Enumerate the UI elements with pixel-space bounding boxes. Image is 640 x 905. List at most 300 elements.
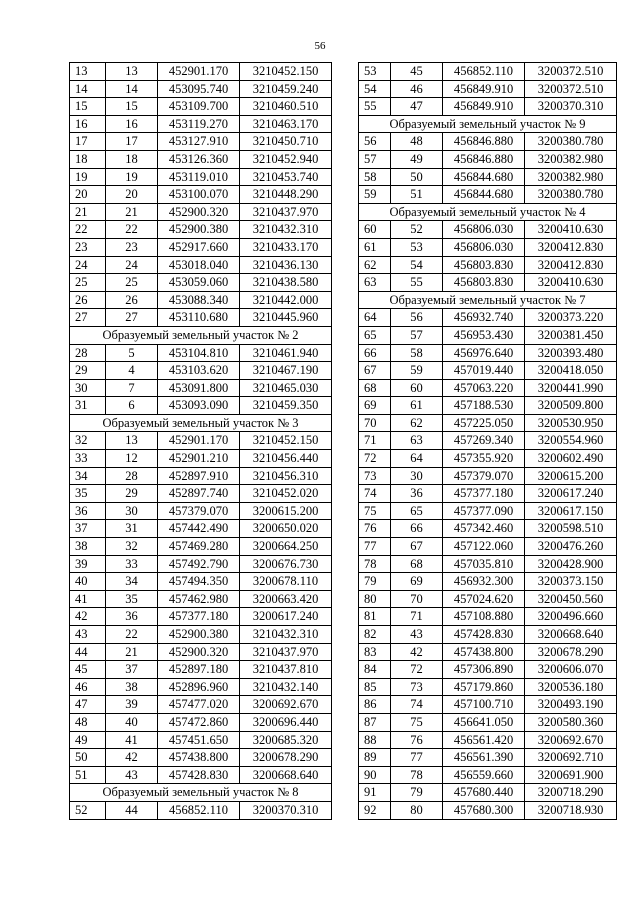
- source-point-cell: 5: [106, 344, 158, 362]
- y-coordinate-cell: 3200372.510: [525, 63, 617, 81]
- source-point-cell: 17: [106, 133, 158, 151]
- point-number-cell: 19: [70, 168, 106, 186]
- table-row: [359, 80, 617, 98]
- y-coordinate-cell: 3200650.020: [240, 520, 332, 538]
- y-coordinate-cell: 3200530.950: [525, 414, 617, 432]
- y-coordinate-cell: 3200617.240: [240, 608, 332, 626]
- source-point-cell: 29: [106, 485, 158, 503]
- x-coordinate-cell: 456852.110: [443, 63, 525, 81]
- point-number-cell: 28: [70, 344, 106, 362]
- source-point-cell: 40: [106, 713, 158, 731]
- y-coordinate-cell: 3200509.800: [525, 397, 617, 415]
- source-point-cell: 38: [106, 678, 158, 696]
- point-number-cell: 58: [359, 168, 391, 186]
- x-coordinate-cell: 457438.800: [443, 643, 525, 661]
- y-coordinate-cell: 3210437.970: [240, 643, 332, 661]
- table-row: [359, 731, 617, 749]
- source-point-cell: 28: [106, 467, 158, 485]
- table-row: [359, 661, 617, 679]
- table-row: [359, 379, 617, 397]
- source-point-cell: 69: [391, 573, 443, 591]
- table-row: [359, 309, 617, 327]
- y-coordinate-cell: 3200668.640: [240, 766, 332, 784]
- x-coordinate-cell: 453059.060: [158, 274, 240, 292]
- point-number-cell: 54: [359, 80, 391, 98]
- table-row: [359, 186, 617, 204]
- x-coordinate-cell: 453109.700: [158, 98, 240, 116]
- point-number-cell: 83: [359, 643, 391, 661]
- table-row: [70, 98, 332, 116]
- x-coordinate-cell: 456976.640: [443, 344, 525, 362]
- point-number-cell: 65: [359, 326, 391, 344]
- x-coordinate-cell: 456641.050: [443, 713, 525, 731]
- point-number-cell: 37: [70, 520, 106, 538]
- point-number-cell: 17: [70, 133, 106, 151]
- y-coordinate-cell: 3210452.150: [240, 432, 332, 450]
- source-point-cell: 43: [106, 766, 158, 784]
- source-point-cell: 18: [106, 150, 158, 168]
- y-coordinate-cell: 3200380.780: [525, 133, 617, 151]
- table-row: [70, 80, 332, 98]
- table-row: [70, 238, 332, 256]
- point-number-cell: 30: [70, 379, 106, 397]
- source-point-cell: 12: [106, 450, 158, 468]
- x-coordinate-cell: 453119.010: [158, 168, 240, 186]
- table-row: [359, 555, 617, 573]
- source-point-cell: 65: [391, 502, 443, 520]
- table-row: [70, 626, 332, 644]
- table-row: [70, 186, 332, 204]
- source-point-cell: 13: [106, 432, 158, 450]
- x-coordinate-cell: 456559.660: [443, 766, 525, 784]
- point-number-cell: 49: [70, 731, 106, 749]
- point-number-cell: 36: [70, 502, 106, 520]
- x-coordinate-cell: 453110.680: [158, 309, 240, 327]
- y-coordinate-cell: 3200418.050: [525, 362, 617, 380]
- point-number-cell: 69: [359, 397, 391, 415]
- x-coordinate-cell: 452900.380: [158, 221, 240, 239]
- source-point-cell: 48: [391, 133, 443, 151]
- y-coordinate-cell: 3200696.440: [240, 713, 332, 731]
- table-row: [359, 801, 617, 819]
- y-coordinate-cell: 3210437.970: [240, 203, 332, 221]
- point-number-cell: 47: [70, 696, 106, 714]
- y-coordinate-cell: 3200676.730: [240, 555, 332, 573]
- table-row: [70, 344, 332, 362]
- x-coordinate-cell: 456852.110: [158, 801, 240, 819]
- table-row: [70, 221, 332, 239]
- source-point-cell: 36: [391, 485, 443, 503]
- point-number-cell: 25: [70, 274, 106, 292]
- source-point-cell: 19: [106, 168, 158, 186]
- land-plot-heading: Образуемый земельный участок № 8: [70, 784, 332, 802]
- source-point-cell: 52: [391, 221, 443, 239]
- x-coordinate-cell: 453093.090: [158, 397, 240, 415]
- source-point-cell: 31: [106, 520, 158, 538]
- source-point-cell: 77: [391, 749, 443, 767]
- point-number-cell: 76: [359, 520, 391, 538]
- point-number-cell: 33: [70, 450, 106, 468]
- point-number-cell: 27: [70, 309, 106, 327]
- x-coordinate-cell: 456803.830: [443, 256, 525, 274]
- source-point-cell: 63: [391, 432, 443, 450]
- source-point-cell: 76: [391, 731, 443, 749]
- table-row: [70, 291, 332, 309]
- y-coordinate-cell: 3210452.940: [240, 150, 332, 168]
- x-coordinate-cell: 452897.740: [158, 485, 240, 503]
- y-coordinate-cell: 3200493.190: [525, 696, 617, 714]
- source-point-cell: 72: [391, 661, 443, 679]
- table-row: [359, 150, 617, 168]
- table-row: [70, 274, 332, 292]
- point-number-cell: 73: [359, 467, 391, 485]
- x-coordinate-cell: 452896.960: [158, 678, 240, 696]
- x-coordinate-cell: 452897.910: [158, 467, 240, 485]
- y-coordinate-cell: 3210452.020: [240, 485, 332, 503]
- point-number-cell: 63: [359, 274, 391, 292]
- source-point-cell: 16: [106, 115, 158, 133]
- table-row: [359, 467, 617, 485]
- source-point-cell: 37: [106, 661, 158, 679]
- table-row: [70, 150, 332, 168]
- point-number-cell: 91: [359, 784, 391, 802]
- source-point-cell: 59: [391, 362, 443, 380]
- x-coordinate-cell: 456844.680: [443, 186, 525, 204]
- point-number-cell: 92: [359, 801, 391, 819]
- x-coordinate-cell: 453126.360: [158, 150, 240, 168]
- table-row: [70, 731, 332, 749]
- table-row: [70, 168, 332, 186]
- x-coordinate-cell: 456561.420: [443, 731, 525, 749]
- table-row: [70, 362, 332, 380]
- source-point-cell: 36: [106, 608, 158, 626]
- table-row: [359, 168, 617, 186]
- y-coordinate-cell: 3200678.290: [525, 643, 617, 661]
- x-coordinate-cell: 457494.350: [158, 573, 240, 591]
- point-number-cell: 35: [70, 485, 106, 503]
- x-coordinate-cell: 457024.620: [443, 590, 525, 608]
- section-heading-row: [359, 203, 617, 221]
- table-row: [70, 63, 332, 81]
- point-number-cell: 31: [70, 397, 106, 415]
- table-row: [359, 238, 617, 256]
- point-number-cell: 16: [70, 115, 106, 133]
- y-coordinate-cell: 3200536.180: [525, 678, 617, 696]
- source-point-cell: 44: [106, 801, 158, 819]
- y-coordinate-cell: 3210432.140: [240, 678, 332, 696]
- table-row: [70, 555, 332, 573]
- point-number-cell: 50: [70, 749, 106, 767]
- source-point-cell: 51: [391, 186, 443, 204]
- x-coordinate-cell: 453100.070: [158, 186, 240, 204]
- y-coordinate-cell: 3210467.190: [240, 362, 332, 380]
- y-coordinate-cell: 3210445.960: [240, 309, 332, 327]
- section-heading-row: [359, 115, 617, 133]
- table-row: [359, 414, 617, 432]
- y-coordinate-cell: 3200617.150: [525, 502, 617, 520]
- x-coordinate-cell: 457472.860: [158, 713, 240, 731]
- x-coordinate-cell: 457035.810: [443, 555, 525, 573]
- table-row: [359, 626, 617, 644]
- x-coordinate-cell: 457377.180: [158, 608, 240, 626]
- point-number-cell: 41: [70, 590, 106, 608]
- x-coordinate-cell: 457122.060: [443, 538, 525, 556]
- point-number-cell: 13: [70, 63, 106, 81]
- source-point-cell: 42: [391, 643, 443, 661]
- point-number-cell: 80: [359, 590, 391, 608]
- point-number-cell: 88: [359, 731, 391, 749]
- point-number-cell: 22: [70, 221, 106, 239]
- x-coordinate-cell: 453104.810: [158, 344, 240, 362]
- source-point-cell: 46: [391, 80, 443, 98]
- y-coordinate-cell: 3200692.670: [525, 731, 617, 749]
- y-coordinate-cell: 3200598.510: [525, 520, 617, 538]
- table-row: [70, 538, 332, 556]
- source-point-cell: 73: [391, 678, 443, 696]
- source-point-cell: 24: [106, 256, 158, 274]
- table-row: [70, 520, 332, 538]
- table-row: [359, 749, 617, 767]
- x-coordinate-cell: 457428.830: [443, 626, 525, 644]
- source-point-cell: 32: [106, 538, 158, 556]
- table-row: [70, 133, 332, 151]
- land-plot-heading: Образуемый земельный участок № 4: [359, 203, 617, 221]
- y-coordinate-cell: 3210438.580: [240, 274, 332, 292]
- x-coordinate-cell: 453095.740: [158, 80, 240, 98]
- source-point-cell: 64: [391, 450, 443, 468]
- point-number-cell: 68: [359, 379, 391, 397]
- source-point-cell: 57: [391, 326, 443, 344]
- source-point-cell: 21: [106, 643, 158, 661]
- source-point-cell: 33: [106, 555, 158, 573]
- x-coordinate-cell: 456849.910: [443, 80, 525, 98]
- y-coordinate-cell: 3210460.510: [240, 98, 332, 116]
- source-point-cell: 56: [391, 309, 443, 327]
- source-point-cell: 60: [391, 379, 443, 397]
- point-number-cell: 18: [70, 150, 106, 168]
- point-number-cell: 52: [70, 801, 106, 819]
- point-number-cell: 48: [70, 713, 106, 731]
- table-row: [70, 379, 332, 397]
- y-coordinate-cell: 3200410.630: [525, 274, 617, 292]
- point-number-cell: 42: [70, 608, 106, 626]
- x-coordinate-cell: 453088.340: [158, 291, 240, 309]
- source-point-cell: 55: [391, 274, 443, 292]
- table-row: [70, 749, 332, 767]
- y-coordinate-cell: 3200663.420: [240, 590, 332, 608]
- x-coordinate-cell: 457379.070: [158, 502, 240, 520]
- y-coordinate-cell: 3200692.670: [240, 696, 332, 714]
- table-row: [70, 801, 332, 819]
- source-point-cell: 62: [391, 414, 443, 432]
- y-coordinate-cell: 3200580.360: [525, 713, 617, 731]
- x-coordinate-cell: 452901.170: [158, 63, 240, 81]
- point-number-cell: 40: [70, 573, 106, 591]
- source-point-cell: 70: [391, 590, 443, 608]
- y-coordinate-cell: 3210465.030: [240, 379, 332, 397]
- table-row: [359, 573, 617, 591]
- point-number-cell: 78: [359, 555, 391, 573]
- y-coordinate-cell: 3200718.930: [525, 801, 617, 819]
- x-coordinate-cell: 456806.030: [443, 238, 525, 256]
- table-row: [70, 502, 332, 520]
- point-number-cell: 34: [70, 467, 106, 485]
- table-row: [359, 608, 617, 626]
- table-row: [70, 256, 332, 274]
- source-point-cell: 68: [391, 555, 443, 573]
- x-coordinate-cell: 456846.880: [443, 133, 525, 151]
- source-point-cell: 30: [391, 467, 443, 485]
- page-number: 56: [314, 40, 326, 52]
- source-point-cell: 75: [391, 713, 443, 731]
- table-row: [359, 397, 617, 415]
- x-coordinate-cell: 457377.090: [443, 502, 525, 520]
- y-coordinate-cell: 3200664.250: [240, 538, 332, 556]
- table-row: [359, 538, 617, 556]
- x-coordinate-cell: 457100.710: [443, 696, 525, 714]
- y-coordinate-cell: 3200678.110: [240, 573, 332, 591]
- source-point-cell: 78: [391, 766, 443, 784]
- point-number-cell: 67: [359, 362, 391, 380]
- table-row: [70, 203, 332, 221]
- point-number-cell: 39: [70, 555, 106, 573]
- x-coordinate-cell: 456846.880: [443, 150, 525, 168]
- source-point-cell: 6: [106, 397, 158, 415]
- table-row: [359, 63, 617, 81]
- y-coordinate-cell: 3200692.710: [525, 749, 617, 767]
- x-coordinate-cell: 456932.300: [443, 573, 525, 591]
- point-number-cell: 61: [359, 238, 391, 256]
- table-row: [359, 766, 617, 784]
- x-coordinate-cell: 453018.040: [158, 256, 240, 274]
- land-plot-heading: Образуемый земельный участок № 7: [359, 291, 617, 309]
- y-coordinate-cell: 3210442.000: [240, 291, 332, 309]
- point-number-cell: 79: [359, 573, 391, 591]
- table-row: [359, 678, 617, 696]
- table-row: [70, 450, 332, 468]
- x-coordinate-cell: 453127.910: [158, 133, 240, 151]
- point-number-cell: 53: [359, 63, 391, 81]
- x-coordinate-cell: 452917.660: [158, 238, 240, 256]
- table-row: [359, 590, 617, 608]
- x-coordinate-cell: 457269.340: [443, 432, 525, 450]
- x-coordinate-cell: 457377.180: [443, 485, 525, 503]
- table-row: [70, 485, 332, 503]
- source-point-cell: 47: [391, 98, 443, 116]
- table-row: [359, 696, 617, 714]
- y-coordinate-cell: 3200372.510: [525, 80, 617, 98]
- land-plot-heading: Образуемый земельный участок № 3: [70, 414, 332, 432]
- x-coordinate-cell: 457680.440: [443, 784, 525, 802]
- x-coordinate-cell: 457428.830: [158, 766, 240, 784]
- x-coordinate-cell: 452900.380: [158, 626, 240, 644]
- x-coordinate-cell: 453091.800: [158, 379, 240, 397]
- source-point-cell: 74: [391, 696, 443, 714]
- x-coordinate-cell: 456561.390: [443, 749, 525, 767]
- table-row: [70, 397, 332, 415]
- point-number-cell: 24: [70, 256, 106, 274]
- x-coordinate-cell: 456953.430: [443, 326, 525, 344]
- x-coordinate-cell: 453103.620: [158, 362, 240, 380]
- source-point-cell: 23: [106, 238, 158, 256]
- table-row: [359, 344, 617, 362]
- point-number-cell: 81: [359, 608, 391, 626]
- y-coordinate-cell: 3200428.900: [525, 555, 617, 573]
- table-row: [70, 590, 332, 608]
- point-number-cell: 51: [70, 766, 106, 784]
- point-number-cell: 21: [70, 203, 106, 221]
- x-coordinate-cell: 457462.980: [158, 590, 240, 608]
- point-number-cell: 77: [359, 538, 391, 556]
- source-point-cell: 41: [106, 731, 158, 749]
- source-point-cell: 27: [106, 309, 158, 327]
- section-heading-row: [70, 784, 332, 802]
- point-number-cell: 86: [359, 696, 391, 714]
- point-number-cell: 29: [70, 362, 106, 380]
- y-coordinate-cell: 3200373.150: [525, 573, 617, 591]
- y-coordinate-cell: 3200382.980: [525, 150, 617, 168]
- source-point-cell: 20: [106, 186, 158, 204]
- x-coordinate-cell: 456849.910: [443, 98, 525, 116]
- table-row: [359, 432, 617, 450]
- y-coordinate-cell: 3210448.290: [240, 186, 332, 204]
- y-coordinate-cell: 3210461.940: [240, 344, 332, 362]
- source-point-cell: 80: [391, 801, 443, 819]
- table-row: [70, 766, 332, 784]
- x-coordinate-cell: 457438.800: [158, 749, 240, 767]
- x-coordinate-cell: 456932.740: [443, 309, 525, 327]
- source-point-cell: 4: [106, 362, 158, 380]
- y-coordinate-cell: 3200450.560: [525, 590, 617, 608]
- table-row: [359, 450, 617, 468]
- table-row: [70, 115, 332, 133]
- point-number-cell: 64: [359, 309, 391, 327]
- x-coordinate-cell: 457306.890: [443, 661, 525, 679]
- table-row: [359, 643, 617, 661]
- source-point-cell: 45: [391, 63, 443, 81]
- source-point-cell: 14: [106, 80, 158, 98]
- source-point-cell: 43: [391, 626, 443, 644]
- x-coordinate-cell: 456803.830: [443, 274, 525, 292]
- point-number-cell: 90: [359, 766, 391, 784]
- y-coordinate-cell: 3200412.830: [525, 238, 617, 256]
- point-number-cell: 72: [359, 450, 391, 468]
- table-row: [70, 713, 332, 731]
- table-row: [70, 309, 332, 327]
- x-coordinate-cell: 457477.020: [158, 696, 240, 714]
- point-number-cell: 89: [359, 749, 391, 767]
- source-point-cell: 61: [391, 397, 443, 415]
- y-coordinate-cell: 3210459.350: [240, 397, 332, 415]
- source-point-cell: 34: [106, 573, 158, 591]
- source-point-cell: 50: [391, 168, 443, 186]
- source-point-cell: 30: [106, 502, 158, 520]
- table-row: [70, 696, 332, 714]
- x-coordinate-cell: 452897.180: [158, 661, 240, 679]
- x-coordinate-cell: 457492.790: [158, 555, 240, 573]
- point-number-cell: 46: [70, 678, 106, 696]
- y-coordinate-cell: 3200602.490: [525, 450, 617, 468]
- table-row: [359, 98, 617, 116]
- y-coordinate-cell: 3200668.640: [525, 626, 617, 644]
- table-row: [70, 678, 332, 696]
- point-number-cell: 14: [70, 80, 106, 98]
- y-coordinate-cell: 3210459.240: [240, 80, 332, 98]
- x-coordinate-cell: 457680.300: [443, 801, 525, 819]
- y-coordinate-cell: 3200554.960: [525, 432, 617, 450]
- y-coordinate-cell: 3200685.320: [240, 731, 332, 749]
- y-coordinate-cell: 3210433.170: [240, 238, 332, 256]
